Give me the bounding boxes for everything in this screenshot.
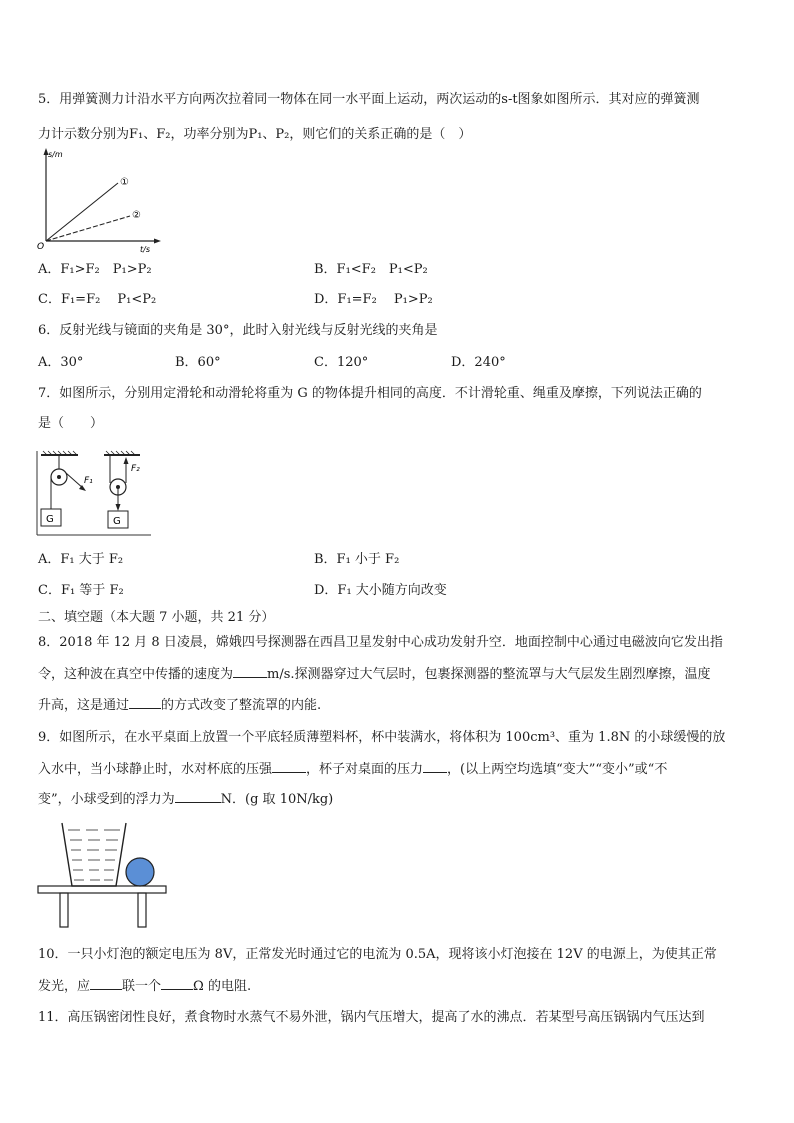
q9-line3 bbox=[38, 791, 333, 808]
weight-g-label-2: G bbox=[113, 516, 121, 527]
q9-cup-ball-figure bbox=[36, 820, 170, 930]
q8-line3 bbox=[38, 697, 321, 714]
graph-x-label: t/s bbox=[140, 245, 150, 253]
graph-origin-label: O bbox=[37, 242, 45, 252]
q8-line2-text-b: m/s.探测器穿过大气层时，包裹探测器的整流罩与大气层发生剧烈摩擦，温度 bbox=[267, 667, 711, 682]
weight-g-label-1: G bbox=[46, 514, 54, 525]
q5-option-c: C．F₁=F₂ P₁<P₂ bbox=[38, 292, 157, 307]
small-ball bbox=[126, 858, 154, 886]
graph-line-1-label: ① bbox=[120, 177, 129, 188]
q8-line2-text-a: 令，这种波在真空中传播的速度为 bbox=[38, 667, 234, 682]
q5-option-d: D．F₁=F₂ P₁>P₂ bbox=[314, 292, 433, 307]
force-f2-label: F₂ bbox=[131, 464, 140, 474]
q6-option-d: D．240° bbox=[451, 355, 506, 370]
q9-line2-text-a: 入水中，当小球静止时，水对杯底的压强 bbox=[38, 762, 273, 777]
q8-line1: 8．2018 年 12 月 8 日凌晨，嫦娥四号探测器在西昌卫星发射中心成功发射升空．地面控制中心通过电磁波向它发出指 bbox=[38, 635, 723, 650]
q8-line3-text-b: 的方式改变了整流罩的内能. bbox=[161, 698, 322, 713]
table-leg-right bbox=[138, 893, 146, 927]
water-lines bbox=[68, 830, 120, 880]
q5-option-b: B．F₁<F₂ P₁<P₂ bbox=[314, 262, 428, 277]
q9-line2-text-c: ，(以上两空均选填“变大”“变小”或“不 bbox=[447, 762, 668, 777]
graph-y-label: s/m bbox=[48, 150, 63, 159]
table-top bbox=[38, 886, 166, 893]
q10-line2-text-c: Ω 的电阻. bbox=[193, 979, 252, 994]
q8-blank-1[interactable] bbox=[233, 666, 267, 678]
graph-line-2-label: ② bbox=[132, 210, 141, 221]
q10-line1: 10．一只小灯泡的额定电压为 8V，正常发光时通过它的电流为 0.5A，现将该小灯泡接在 12V 的电源上，为使其正常 bbox=[38, 947, 717, 962]
q9-blank-1[interactable] bbox=[272, 761, 306, 773]
q7-line1: 7．如图所示，分别用定滑轮和动滑轮将重为 G 的物体提升相同的高度．不计滑轮重、绳重及摩擦，下列说法正确的 bbox=[38, 386, 702, 401]
graph-line-2 bbox=[46, 216, 130, 241]
q6-text: 6．反射光线与镜面的夹角是 30°，此时入射光线与反射光线的夹角是 bbox=[38, 323, 438, 338]
q5-line1: 5．用弹簧测力计沿水平方向两次拉着同一物体在同一水平面上运动，两次运动的s-t图象如图所示．其对应的弹簧测 bbox=[38, 92, 700, 107]
q11-line1: 11．高压锅密闭性良好，煮食物时水蒸气不易外泄，锅内气压增大，提高了水的沸点．若某型号高压锅锅内气压达到 bbox=[38, 1010, 705, 1025]
q9-line2-text-b: ，杯子对桌面的压力 bbox=[306, 762, 424, 777]
q7-option-a: A．F₁ 大于 F₂ bbox=[38, 552, 124, 567]
q7-option-b: B．F₁ 小于 F₂ bbox=[314, 552, 400, 567]
table-leg-left bbox=[60, 893, 68, 927]
q5-st-graph bbox=[34, 145, 164, 253]
q7-pulley-figure bbox=[36, 449, 152, 537]
q10-line2-text-b: 联一个 bbox=[122, 979, 162, 994]
q8-line3-text-a: 升高，这是通过 bbox=[38, 698, 130, 713]
graph-line-1 bbox=[46, 183, 118, 241]
q9-line1: 9．如图所示，在水平桌面上放置一个平底轻质薄塑料杯，杯中装满水，将体积为 100cm³、重为 1.8N 的小球缓慢的放 bbox=[38, 730, 726, 745]
plastic-cup bbox=[62, 823, 126, 886]
q9-line2 bbox=[38, 761, 667, 778]
q7-option-d: D．F₁ 大小随方向改变 bbox=[314, 583, 447, 598]
q6-option-c: C．120° bbox=[314, 355, 369, 370]
q6-option-b: B．60° bbox=[175, 355, 221, 370]
q10-line2 bbox=[38, 978, 251, 995]
q8-blank-2[interactable] bbox=[129, 697, 161, 709]
q6-option-a: A．30° bbox=[38, 355, 84, 370]
q10-blank-2[interactable] bbox=[161, 978, 193, 990]
q7-line2: 是（ ） bbox=[38, 416, 104, 431]
q9-blank-2[interactable] bbox=[423, 761, 447, 773]
q9-line3-text-b: N．(g 取 10N/kg) bbox=[220, 792, 334, 807]
q10-blank-1[interactable] bbox=[90, 978, 122, 990]
q10-line2-text-a: 发光，应 bbox=[38, 979, 91, 994]
force-f1-label: F₁ bbox=[84, 476, 93, 486]
q9-line3-text-a: 变”，小球受到的浮力为 bbox=[38, 792, 175, 807]
q5-line2: 力计示数分别为F₁、F₂，功率分别为P₁、P₂，则它们的关系正确的是（ ） bbox=[38, 127, 472, 142]
section-2-heading: 二、填空题（本大题 7 小题，共 21 分） bbox=[38, 610, 275, 625]
q9-blank-3[interactable] bbox=[175, 791, 221, 803]
q7-option-c: C．F₁ 等于 F₂ bbox=[38, 583, 124, 598]
q8-line2 bbox=[38, 666, 711, 683]
q5-option-a: A．F₁>F₂ P₁>P₂ bbox=[38, 262, 152, 277]
